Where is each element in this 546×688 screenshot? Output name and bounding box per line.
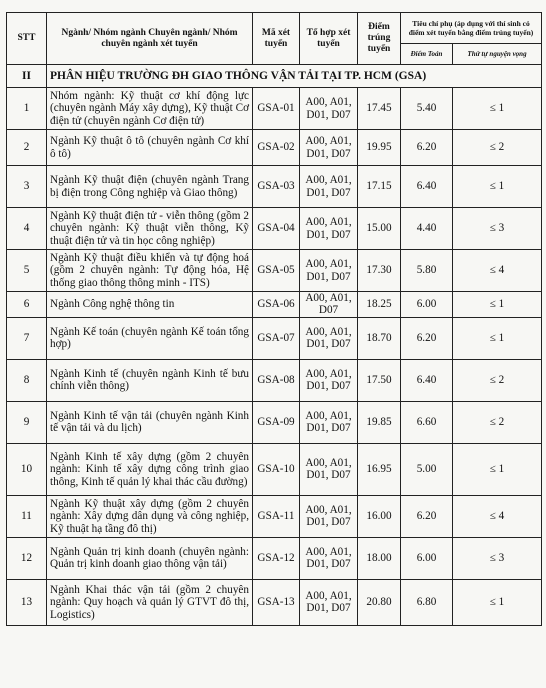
row-math-score: 6.20 [401, 130, 453, 166]
row-code: GSA-06 [253, 292, 300, 318]
row-math-score: 6.20 [401, 317, 453, 359]
row-score: 18.70 [358, 317, 401, 359]
row-combination: A00, A01, D01, D07 [300, 401, 358, 443]
row-score: 17.15 [358, 166, 401, 208]
row-major-name: Nhóm ngành: Kỹ thuật cơ khí động lực (chuyên ngành Máy xây dựng), Kỹ thuật Cơ điện tử (chuyên ngành Cơ điện tử) [47, 88, 253, 130]
header-secondary-criteria: Tiêu chí phụ (áp dụng với thí sinh có điểm xét tuyển bằng điểm trúng tuyển) [401, 13, 542, 44]
table-row [7, 250, 542, 292]
row-math-score: 6.20 [401, 495, 453, 537]
row-wish-order: ≤ 1 [453, 88, 542, 130]
table-row [7, 579, 542, 625]
row-combination: A00, A01, D01, D07 [300, 88, 358, 130]
table-header [7, 13, 542, 65]
table-row [7, 166, 542, 208]
row-combination: A00, A01, D01, D07 [300, 495, 358, 537]
row-combination: A00, A01, D01, D07 [300, 579, 358, 625]
row-math-score: 6.40 [401, 359, 453, 401]
row-combination: A00, A01, D01, D07 [300, 130, 358, 166]
row-code: GSA-02 [253, 130, 300, 166]
row-stt: 13 [7, 579, 47, 625]
row-major-name: Ngành Công nghệ thông tin [47, 292, 253, 318]
row-major-name: Ngành Khai thác vận tải (gồm 2 chuyên ngành: Quy hoạch và quản lý GTVT đô thị, Logistics) [47, 579, 253, 625]
row-code: GSA-08 [253, 359, 300, 401]
row-math-score: 5.00 [401, 443, 453, 495]
row-math-score: 6.00 [401, 292, 453, 318]
row-score: 16.00 [358, 495, 401, 537]
row-combination: A00, A01, D01, D07 [300, 317, 358, 359]
row-code: GSA-09 [253, 401, 300, 443]
row-score: 15.00 [358, 208, 401, 250]
table-row [7, 317, 542, 359]
table-row [7, 537, 542, 579]
row-score: 17.50 [358, 359, 401, 401]
row-major-name: Ngành Kinh tế xây dựng (gồm 2 chuyên ngành: Kinh tế xây dựng công trình giao thông, Kinh tế quản lý khai thác cầu đường) [47, 443, 253, 495]
row-code: GSA-13 [253, 579, 300, 625]
row-code: GSA-11 [253, 495, 300, 537]
row-wish-order: ≤ 4 [453, 495, 542, 537]
row-combination: A00, A01, D07 [300, 292, 358, 318]
row-math-score: 6.40 [401, 166, 453, 208]
row-score: 17.30 [358, 250, 401, 292]
row-score: 19.95 [358, 130, 401, 166]
section-number: II [7, 65, 47, 88]
row-math-score: 4.40 [401, 208, 453, 250]
row-combination: A00, A01, D01, D07 [300, 443, 358, 495]
row-combination: A00, A01, D01, D07 [300, 250, 358, 292]
row-score: 16.95 [358, 443, 401, 495]
row-code: GSA-07 [253, 317, 300, 359]
row-major-name: Ngành Kỹ thuật điện (chuyên ngành Trang bị điện trong Công nghiệp và Giao thông) [47, 166, 253, 208]
admission-score-table [6, 12, 542, 626]
table-row [7, 359, 542, 401]
row-wish-order: ≤ 1 [453, 292, 542, 318]
header-stt: STT [7, 13, 47, 65]
row-major-name: Ngành Kỹ thuật điều khiển và tự động hoá (gồm 2 chuyên ngành: Tự động hóa, Hệ thống giao thông thông minh - ITS) [47, 250, 253, 292]
row-stt: 4 [7, 208, 47, 250]
row-math-score: 6.60 [401, 401, 453, 443]
row-major-name: Ngành Kỹ thuật xây dựng (gồm 2 chuyên ngành: Xây dựng dân dụng và công nghiệp, Kỹ thuật hạ tầng đô thị) [47, 495, 253, 537]
row-code: GSA-12 [253, 537, 300, 579]
table-row [7, 208, 542, 250]
row-math-score: 6.80 [401, 579, 453, 625]
row-stt: 7 [7, 317, 47, 359]
section-row [7, 65, 542, 88]
row-combination: A00, A01, D01, D07 [300, 537, 358, 579]
table-row [7, 292, 542, 318]
row-score: 19.85 [358, 401, 401, 443]
row-code: GSA-05 [253, 250, 300, 292]
row-wish-order: ≤ 1 [453, 579, 542, 625]
row-major-name: Ngành Kỹ thuật điện tử - viễn thông (gồm 2 chuyên ngành: Kỹ thuật viễn thông, Kỹ thuật điện tử và tin học công nghiệp) [47, 208, 253, 250]
row-score: 18.25 [358, 292, 401, 318]
row-major-name: Ngành Kinh tế (chuyên ngành Kinh tế bưu chính viễn thông) [47, 359, 253, 401]
row-stt: 6 [7, 292, 47, 318]
row-code: GSA-03 [253, 166, 300, 208]
row-stt: 10 [7, 443, 47, 495]
row-wish-order: ≤ 3 [453, 537, 542, 579]
row-stt: 2 [7, 130, 47, 166]
row-major-name: Ngành Quản trị kinh doanh (chuyên ngành: Quản trị kinh doanh giao thông vận tải) [47, 537, 253, 579]
row-math-score: 5.80 [401, 250, 453, 292]
header-major: Ngành/ Nhóm ngành Chuyên ngành/ Nhóm chuyên ngành xét tuyển [47, 13, 253, 65]
header-combination: Tổ hợp xét tuyển [300, 13, 358, 65]
header-code: Mã xét tuyển [253, 13, 300, 65]
row-stt: 5 [7, 250, 47, 292]
row-wish-order: ≤ 2 [453, 359, 542, 401]
row-combination: A00, A01, D01, D07 [300, 208, 358, 250]
row-wish-order: ≤ 1 [453, 443, 542, 495]
section-title: PHÂN HIỆU TRƯỜNG ĐH GIAO THÔNG VẬN TẢI TẠI TP. HCM (GSA) [47, 65, 542, 88]
row-wish-order: ≤ 1 [453, 317, 542, 359]
row-score: 20.80 [358, 579, 401, 625]
row-stt: 12 [7, 537, 47, 579]
row-combination: A00, A01, D01, D07 [300, 166, 358, 208]
row-stt: 9 [7, 401, 47, 443]
row-code: GSA-10 [253, 443, 300, 495]
row-math-score: 5.40 [401, 88, 453, 130]
row-wish-order: ≤ 4 [453, 250, 542, 292]
row-code: GSA-04 [253, 208, 300, 250]
row-stt: 1 [7, 88, 47, 130]
row-score: 18.00 [358, 537, 401, 579]
row-stt: 3 [7, 166, 47, 208]
table-row [7, 130, 542, 166]
row-wish-order: ≤ 3 [453, 208, 542, 250]
header-math-score: Điểm Toán [401, 44, 453, 65]
row-major-name: Ngành Kế toán (chuyên ngành Kế toán tổng hợp) [47, 317, 253, 359]
row-wish-order: ≤ 2 [453, 130, 542, 166]
row-score: 17.45 [358, 88, 401, 130]
table-row [7, 88, 542, 130]
row-code: GSA-01 [253, 88, 300, 130]
row-major-name: Ngành Kỹ thuật ô tô (chuyên ngành Cơ khí ô tô) [47, 130, 253, 166]
row-math-score: 6.00 [401, 537, 453, 579]
row-stt: 8 [7, 359, 47, 401]
header-wish-order: Thứ tự nguyện vọng [453, 44, 542, 65]
row-combination: A00, A01, D01, D07 [300, 359, 358, 401]
row-wish-order: ≤ 1 [453, 166, 542, 208]
table-body [7, 65, 542, 626]
table-row [7, 401, 542, 443]
row-wish-order: ≤ 2 [453, 401, 542, 443]
table-row [7, 495, 542, 537]
table-row [7, 443, 542, 495]
header-score: Điểm trúng tuyển [358, 13, 401, 65]
row-stt: 11 [7, 495, 47, 537]
row-major-name: Ngành Kinh tế vận tải (chuyên ngành Kinh tế vận tải và du lịch) [47, 401, 253, 443]
